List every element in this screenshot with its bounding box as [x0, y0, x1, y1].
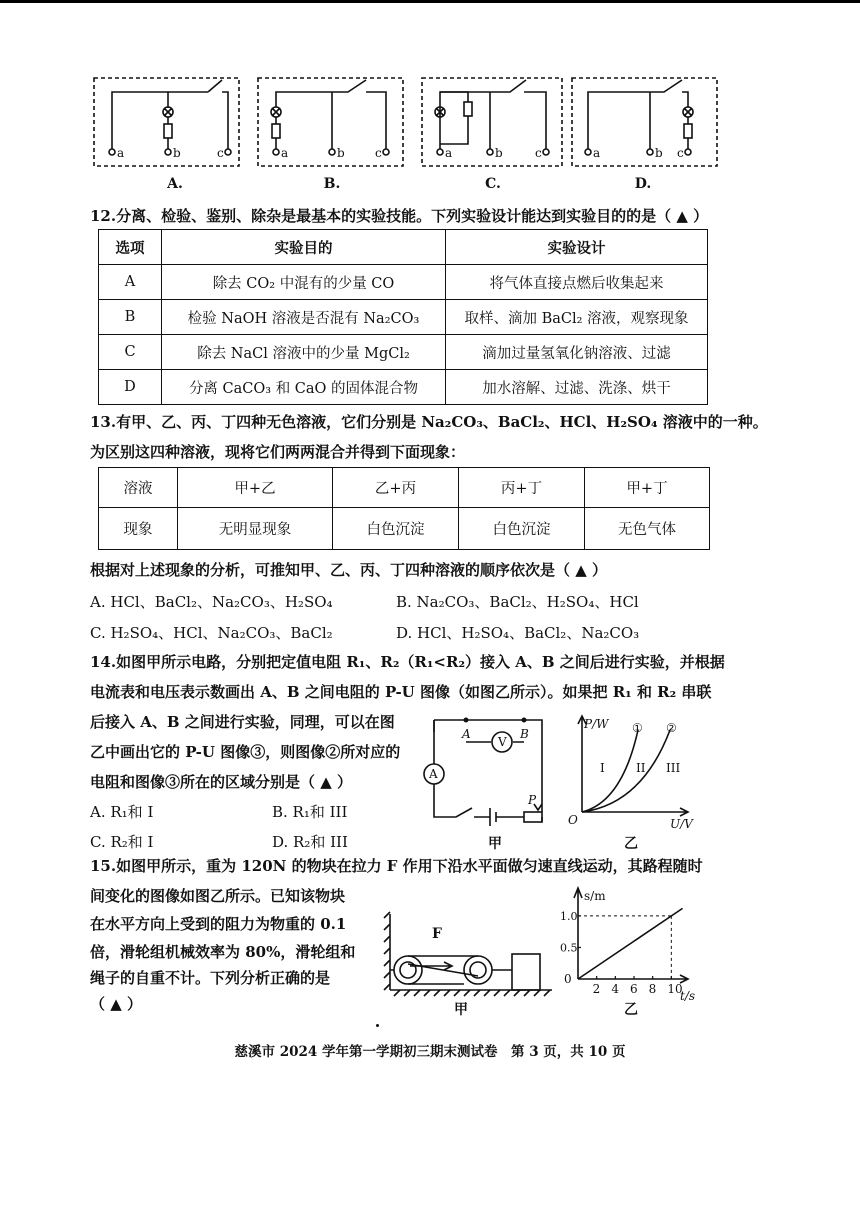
x-axis-label: t/s [680, 989, 696, 1003]
q12-row-a-goal: 除去 CO₂ 中混有的少量 CO [162, 265, 446, 300]
q12-row-d-opt: D [99, 370, 162, 405]
q14-option-b: B. R₁和 III [272, 803, 348, 821]
q15-st-chart [562, 884, 710, 1020]
q15-line-2: 间变化的图像如图乙所示。已知该物块 [90, 887, 346, 905]
svg-text:II: II [636, 761, 646, 775]
svg-text:P: P [528, 793, 537, 807]
svg-text:V: V [498, 735, 507, 749]
svg-text:B: B [520, 727, 529, 741]
q14-option-c: C. R₂和 I [90, 833, 154, 851]
y-axis-label: s/m [584, 889, 606, 903]
q13-option-b: B. Na₂CO₃、BaCl₂、H₂SO₄、HCl [396, 593, 639, 611]
q14-pu-graph [562, 712, 702, 854]
q15-line-1: 15.如图甲所示，重为 120N 的物块在拉力 F 作用下沿水平面做匀速直线运动，其路程随时 [90, 857, 703, 875]
svg-text:III: III [666, 761, 681, 775]
q12-header-option: 选项 [99, 230, 162, 265]
x-tick-label: 8 [648, 982, 657, 996]
q14-circuit-figure [420, 712, 560, 854]
svg-text:a: a [445, 146, 453, 160]
q13-stem-2: 为区别这四种溶液，现将它们两两混合并得到下面现象： [90, 443, 466, 461]
svg-text:O: O [568, 813, 578, 827]
q13-cell: 甲+乙 [178, 468, 333, 508]
q13-option-d: D. HCl、H₂SO₄、BaCl₂、Na₂CO₃ [396, 624, 640, 642]
q13-cell: 甲+丁 [585, 468, 710, 508]
q13-cell: 无明显现象 [178, 508, 333, 550]
q12-row-a-design: 将气体直接点燃后收集起来 [446, 265, 708, 300]
svg-text:a: a [593, 146, 601, 160]
q13-table [98, 467, 710, 550]
svg-text:F: F [432, 926, 442, 942]
svg-text:c: c [677, 146, 684, 160]
q13-ask: 根据对上述现象的分析，可推知甲、乙、丙、丁四种溶液的顺序依次是（ ▲ ） [90, 561, 607, 579]
option-b-label: B. [323, 176, 341, 192]
q13-cell: 丙+丁 [459, 468, 585, 508]
series-line [578, 908, 683, 979]
q15-pulley-figure [380, 908, 558, 1020]
q12-row-d-goal: 分离 CaCO₃ 和 CaO 的固体混合物 [162, 370, 446, 405]
x-tick-label: 2 [592, 982, 601, 996]
svg-text:b: b [173, 146, 181, 160]
q12-row-b-goal: 检验 NaOH 溶液是否混有 Na₂CO₃ [162, 300, 446, 335]
q12-header-goal: 实验目的 [162, 230, 446, 265]
q14-line-2: 电流表和电压表示数画出 A、B 之间电阻的 P-U 图像（如图乙所示）。如果把 R₁ 和 R₂ 串联 [90, 683, 712, 701]
chart-caption: 乙 [624, 1002, 638, 1018]
q12-row-a-opt: A [99, 265, 162, 300]
q15-line-3: 在水平方向上受到的阻力为物重的 0.1 [90, 915, 347, 933]
table-row [99, 265, 708, 300]
option-c-label: C. [485, 176, 501, 192]
svg-text:a: a [281, 146, 289, 160]
q15-line-4: 倍，滑轮组机械效率为 80%，滑轮组和 [90, 943, 356, 961]
svg-text:A: A [462, 727, 471, 741]
q14-line-4: 乙中画出它的 P-U 图像③，则图像②所对应的 [90, 743, 401, 761]
curve-2 [582, 730, 670, 812]
svg-text:①: ① [632, 721, 643, 735]
q14-option-d: D. R₂和 III [272, 833, 348, 851]
y-tick-label: 0.5 [560, 941, 578, 955]
q13-option-c: C. H₂SO₄、HCl、Na₂CO₃、BaCl₂ [90, 624, 333, 642]
q13-cell: 乙+丙 [333, 468, 459, 508]
svg-text:乙: 乙 [624, 836, 638, 852]
y-axis [574, 888, 582, 979]
svg-text:U/V: U/V [670, 817, 693, 831]
q12-stem: 12.分离、检验、鉴别、除杂是最基本的实验技能。下列实验设计能达到实验目的的是（ ▲ ） [90, 207, 709, 225]
page-footer: 慈溪市 2024 学年第一学期初三期末测试卷 第 3 页，共 10 页 [234, 1044, 626, 1060]
q15-line-6: （ ▲ ） [90, 995, 142, 1013]
q12-row-b-design: 取样、滴加 BaCl₂ 溶液，观察现象 [446, 300, 708, 335]
svg-text:c: c [535, 146, 542, 160]
q12-row-c-design: 滴加过量氢氧化钠溶液、过滤 [446, 335, 708, 370]
q12-row-b-opt: B [99, 300, 162, 335]
table-row [99, 468, 710, 508]
svg-text:甲: 甲 [454, 1002, 468, 1018]
q14-line-3: 后接入 A、B 之间进行实验，同理，可以在图 [90, 713, 395, 731]
svg-text:I: I [600, 761, 605, 775]
svg-text:c: c [217, 146, 224, 160]
q12-row-c-goal: 除去 NaCl 溶液中的少量 MgCl₂ [162, 335, 446, 370]
q13-option-a: A. HCl、BaCl₂、Na₂CO₃、H₂SO₄ [90, 593, 333, 611]
q13-cell: 无色气体 [585, 508, 710, 550]
q15-line-5: 绳子的自重不计。下列分析正确的是 [90, 969, 331, 987]
svg-text:②: ② [666, 721, 677, 735]
q12-row-d-design: 加水溶解、过滤、洗涤、烘干 [446, 370, 708, 405]
option-d-label: D. [634, 176, 652, 192]
table-row [99, 300, 708, 335]
svg-text:A: A [429, 767, 438, 781]
x-tick-label: 4 [611, 982, 619, 996]
q12-table [98, 229, 708, 405]
svg-text:P/W: P/W [584, 717, 609, 731]
q13-cell: 溶液 [99, 468, 178, 508]
q12-header-design: 实验设计 [446, 230, 708, 265]
table-row [99, 335, 708, 370]
y-tick-label: 1.0 [560, 909, 578, 923]
svg-text:甲: 甲 [488, 836, 502, 852]
origin-label: 0 [564, 972, 572, 986]
circuit-options-figure [90, 74, 750, 174]
q13-cell: 现象 [99, 508, 178, 550]
svg-text:b: b [337, 146, 345, 160]
q14-line-5: 电阻和图像③所在的区域分别是（ ▲ ） [90, 773, 352, 791]
svg-text:b: b [655, 146, 663, 160]
print-dot [376, 1024, 379, 1027]
svg-text:a: a [117, 146, 125, 160]
x-tick-label: 10 [667, 982, 683, 996]
curve-1 [582, 730, 638, 812]
page-top-border [0, 0, 860, 3]
option-a-label: A. [167, 176, 183, 192]
svg-text:b: b [495, 146, 503, 160]
q13-cell: 白色沉淀 [333, 508, 459, 550]
q13-stem-1: 13.有甲、乙、丙、丁四种无色溶液，它们分别是 Na₂CO₃、BaCl₂、HCl、H₂SO₄ 溶液中的一种。 [90, 413, 768, 431]
x-tick-label: 6 [630, 982, 638, 996]
q13-cell: 白色沉淀 [459, 508, 585, 550]
q14-line-1: 14.如图甲所示电路，分别把定值电阻 R₁、R₂（R₁<R₂）接入 A、B 之间后进行实验，并根据 [90, 653, 725, 671]
q12-row-c-opt: C [99, 335, 162, 370]
table-row [99, 508, 710, 550]
q14-option-a: A. R₁和 I [90, 803, 154, 821]
table-row [99, 370, 708, 405]
svg-text:c: c [375, 146, 382, 160]
